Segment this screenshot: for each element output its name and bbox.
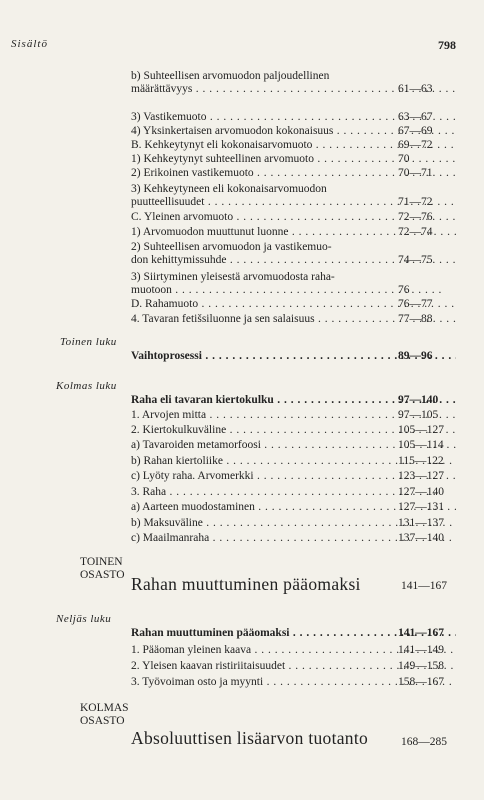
toc-entry-title: muotoon . . . — [131, 284, 456, 297]
toc-entry-title: määrättävyys . . . — [131, 83, 456, 96]
toc-entry-pages: 77—88 — [398, 313, 433, 325]
toc-entry — [131, 226, 456, 239]
toc-entry-pages: 97—105 — [398, 409, 439, 421]
part-heading-toinen — [80, 556, 125, 582]
toc-entry-title: 1. Arvojen mitta . . . — [131, 409, 456, 422]
toc-entry-pages: 76 — [398, 284, 410, 296]
toc-entry-title: c) Maailmanraha . . . — [131, 532, 456, 545]
toc-entry-pages: 141—167 — [398, 627, 444, 639]
toc-entry — [131, 660, 456, 673]
toc-entry-pages: 70 — [398, 153, 410, 165]
toc-entry-title-line: b) Suhteellisen arvomuodon paljoudellinen — [131, 70, 330, 82]
toc-entry — [131, 111, 456, 124]
toc-entry — [131, 424, 456, 437]
toc-entry-title: don kehittymissuhde . . . — [131, 254, 456, 267]
part-title-rahan: Rahan muuttuminen pääomaksi — [131, 574, 361, 594]
toc-entry — [131, 644, 456, 657]
toc-entry — [131, 183, 456, 209]
toc-entry-pages: 123—127 — [398, 470, 444, 482]
toc-entry — [131, 139, 456, 152]
toc-entry-pages: 158—167 — [398, 676, 444, 688]
toc-entry-pages: 97—140 — [398, 394, 439, 406]
toc-entry-title: D. Rahamuoto . . . — [131, 298, 456, 311]
toc-entry-title: 3. Työvoiman osto ja myynti . . . — [131, 676, 456, 689]
toc-entry-pages: 72—74 — [398, 226, 433, 238]
part-title-absoluuttisen: Absoluuttisen lisäarvon tuotanto — [131, 728, 369, 748]
toc-entry-pages: 67—69 — [398, 125, 433, 137]
part-heading-kolmas — [80, 702, 129, 728]
toc-entry-title: 1) Arvomuodon muuttunut luonne . . . — [131, 226, 456, 239]
part-heading-line: TOINEN — [80, 556, 123, 568]
toc-entry-pages: 69—72 — [398, 139, 433, 151]
toc-entry-pages: 105—127 — [398, 424, 444, 436]
toc-entry-pages: 105—114 — [398, 439, 444, 451]
toc-entry-title: b) Rahan kiertoliike . . . — [131, 455, 456, 468]
toc-entry-title: Vaihtoprosessi . . . — [131, 350, 456, 363]
toc-entry-title-line: 2) Suhteellisen arvomuodon ja vastikemuo- — [131, 241, 332, 253]
toc-entry — [131, 241, 456, 267]
chapter-heading-kolmas: Kolmas luku — [56, 380, 117, 392]
toc-entry — [131, 350, 456, 363]
toc-entry-pages: 89—96 — [398, 350, 433, 362]
toc-entry — [131, 313, 456, 326]
toc-entry-title: Raha eli tavaran kiertokulku . . . — [131, 394, 456, 407]
toc-entry-pages: 61—63 — [398, 83, 433, 95]
toc-entry — [131, 455, 456, 468]
toc-entry-title: 2. Yleisen kaavan ristiriitaisuudet . . . — [131, 660, 456, 673]
part-pages-rahan: 141—167 — [401, 580, 447, 592]
running-header-title: Sisältö — [11, 38, 48, 50]
toc-entry — [131, 439, 456, 452]
toc-entry-title: 3. Raha . . . — [131, 486, 456, 499]
toc-entry-title-line: 3) Kehkeytyneen eli kokonaisarvomuodon — [131, 183, 327, 195]
toc-entry-title: c) Lyöty raha. Arvomerkki . . . — [131, 470, 456, 483]
toc-entry-pages: 71—72 — [398, 196, 433, 208]
toc-entry-pages: 131—137 — [398, 517, 444, 529]
toc-entry-pages: 141—149 — [398, 644, 444, 656]
toc-entry — [131, 271, 456, 297]
toc-entry-title: 3) Vastikemuoto . . . — [131, 111, 456, 124]
toc-entry-title: 2) Erikoinen vastikemuoto . . . — [131, 167, 456, 180]
toc-entry-title: b) Maksuväline . . . — [131, 517, 456, 530]
toc-entry-title: a) Tavaroiden metamorfoosi . . . — [131, 439, 456, 452]
toc-entry-pages: 74—75 — [398, 254, 433, 266]
toc-entry — [131, 167, 456, 180]
toc-entry — [131, 676, 456, 689]
part-pages-absoluuttisen: 168—285 — [401, 736, 447, 748]
toc-entry — [131, 627, 456, 640]
toc-entry-title: 2. Kiertokulkuväline . . . — [131, 424, 456, 437]
toc-entry-pages: 127—131 — [398, 501, 444, 513]
toc-entry — [131, 470, 456, 483]
part-heading-line: OSASTO — [80, 715, 125, 727]
toc-entry-pages: 76—77 — [398, 298, 433, 310]
page-number: 798 — [438, 38, 456, 52]
toc-entry — [131, 70, 456, 96]
toc-entry-title: 4. Tavaran fetišsiluonne ja sen salaisuus . . . — [131, 313, 456, 326]
toc-entry — [131, 486, 456, 499]
toc-entry — [131, 532, 456, 545]
toc-entry-pages: 63—67 — [398, 111, 433, 123]
toc-entry-pages: 127—140 — [398, 486, 444, 498]
toc-entry-title: B. Kehkeytynyt eli kokonaisarvomuoto . . . — [131, 139, 456, 152]
toc-entry-title: 1) Kehkeytynyt suhteellinen arvomuoto . . . — [131, 153, 456, 166]
toc-entry-pages: 115—122 — [398, 455, 444, 467]
toc-entry-title: a) Aarteen muodostaminen . . . — [131, 501, 456, 514]
toc-entry — [131, 153, 456, 166]
toc-entry-title: 4) Yksinkertaisen arvomuodon kokonaisuus . . . — [131, 125, 456, 138]
toc-entry-pages: 70—71 — [398, 167, 433, 179]
toc-entry-title: Rahan muuttuminen pääomaksi . . . — [131, 627, 456, 640]
toc-entry-title: puutteellisuudet . . . — [131, 196, 456, 209]
part-heading-line: KOLMAS — [80, 702, 129, 714]
toc-entry-title: C. Yleinen arvomuoto . . . — [131, 211, 456, 224]
toc-entry — [131, 409, 456, 422]
toc-entry — [131, 517, 456, 530]
toc-entry — [131, 394, 456, 407]
toc-entry-pages: 149—158 — [398, 660, 444, 672]
chapter-heading-toinen: Toinen luku — [60, 336, 117, 348]
toc-entry-pages: 137—140 — [398, 532, 444, 544]
toc-entry — [131, 501, 456, 514]
toc-entry — [131, 211, 456, 224]
toc-entry-pages: 72—76 — [398, 211, 433, 223]
chapter-heading-neljas: Neljäs luku — [56, 613, 112, 625]
toc-entry — [131, 125, 456, 138]
toc-entry — [131, 298, 456, 311]
toc-entry-title: 1. Pääoman yleinen kaava . . . — [131, 644, 456, 657]
toc-entry-title-line: 3) Siirtyminen yleisestä arvomuodosta raha- — [131, 271, 335, 283]
part-heading-line: OSASTO — [80, 569, 125, 581]
